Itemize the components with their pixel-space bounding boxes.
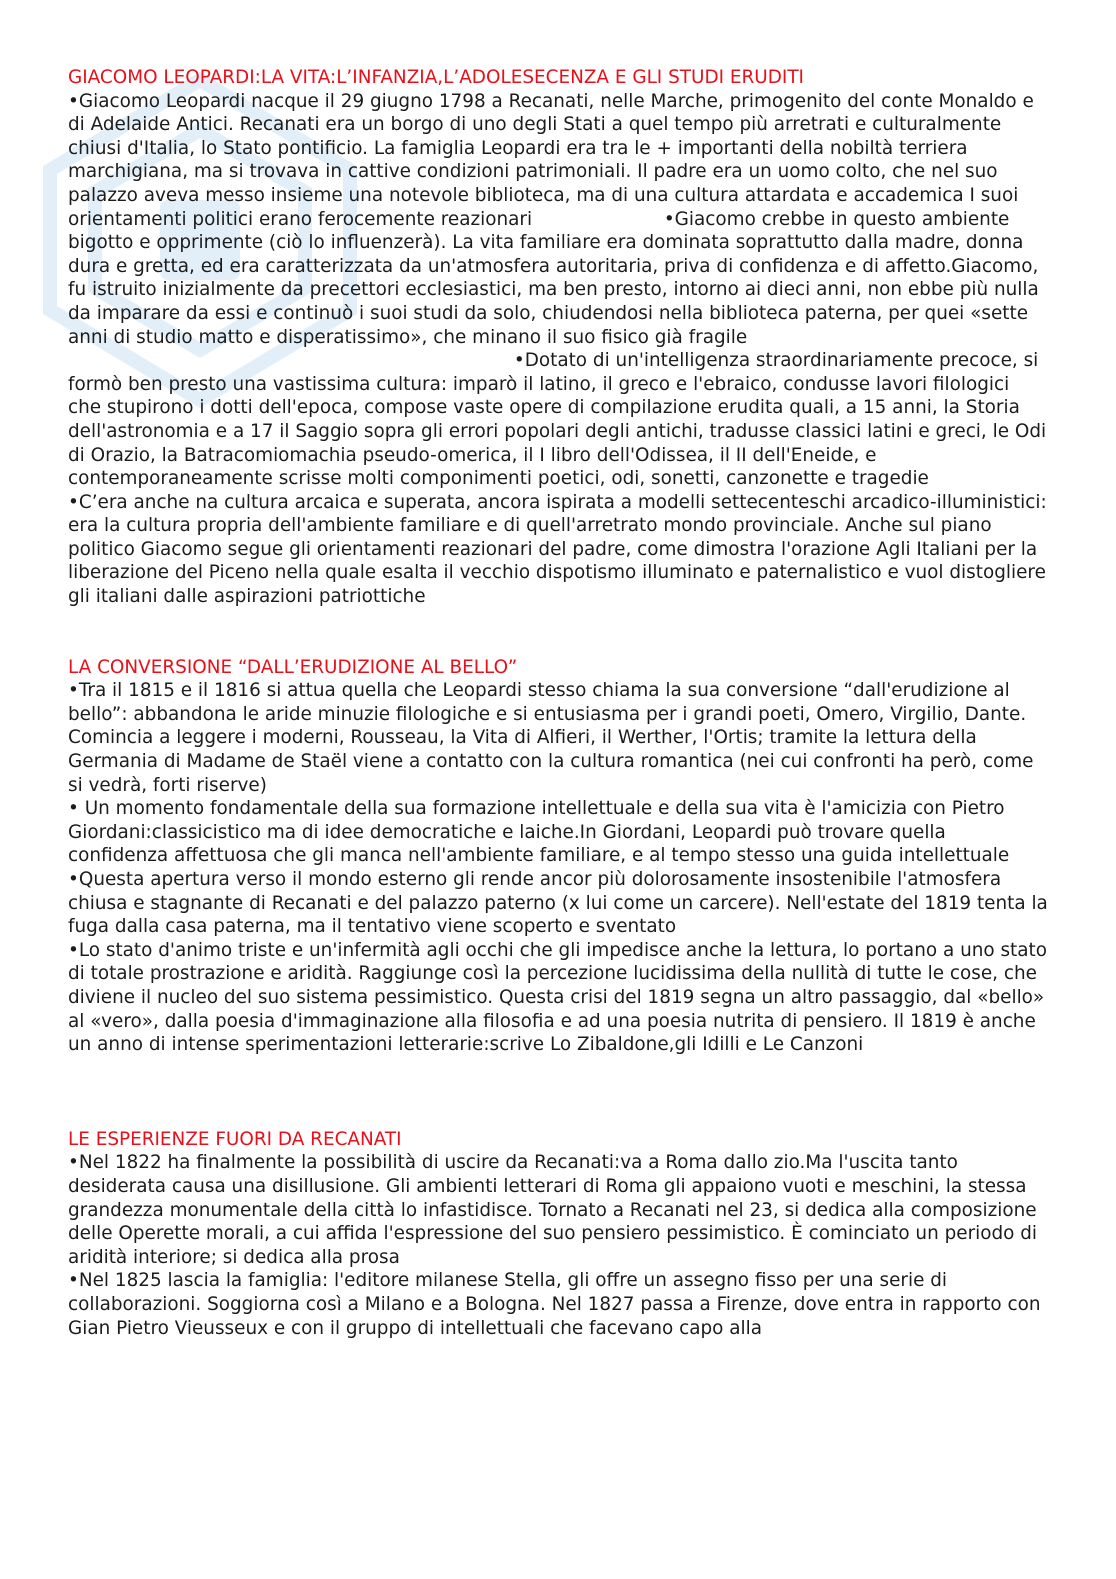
paragraph — [68, 90, 1048, 491]
section-conversione — [68, 656, 1048, 1057]
document-body — [68, 66, 1048, 1340]
paragraph: •Lo stato d'animo triste e un'infermità agli occhi che gli impedisce anche la lettura, lo portano a uno stato di totale prostrazione e aridità. Raggiunge così la percezione lucidissima della nullità di tutte le cose, che diviene il nucleo del suo sistema pessimistico. Questa crisi del 1819 segna un altro passaggio, dal «bello» al «vero», dalla poesia d'immaginazione alla filosofia e ad una poesia nutrita di pensiero. Il 1819 è anche un anno di intense sperimentazioni letterarie:scrive Lo Zibaldone,gli Idilli e Le Canzoni — [68, 939, 1048, 1056]
section-esperienze — [68, 1128, 1048, 1340]
section-title: GIACOMO LEOPARDI:LA VITA:L’INFANZIA,L’ADOLESECENZA E GLI STUDI ERUDITI — [68, 67, 804, 88]
paragraph: • Un momento fondamentale della sua formazione intellettuale e della sua vita è l'amicizia con Pietro Giordani:classicistico ma di idee democratiche e laiche.In Giordani, Leopardi può trovare quella confidenza affettuosa che gli manca nell'ambiente familiare, e al tempo stesso una guida intellettuale — [68, 798, 1010, 867]
paragraph: •C’era anche na cultura arcaica e superata, ancora ispirata a modelli settecenteschi arcadico-illuministici: era la cultura propria dell'ambiente familiare e di quell'arretrato mondo provinciale. Anche sul piano politico Giacomo segue gli orientamenti reazionari del padre, come dimostra l'orazione Agli Italiani per la liberazione del Piceno nella quale esalta il vecchio dispotismo illuminato e paternalistico e vuol distogliere gli italiani dalle aspirazioni patriottiche — [68, 491, 1047, 608]
section-gap — [68, 1057, 1048, 1128]
section-title: LE ESPERIENZE FUORI DA RECANATI — [68, 1128, 402, 1150]
paragraph-text: •Giacomo Leopardi nacque il 29 giugno 1798 a Recanati, nelle Marche, primogenito del conte Monaldo e di Adelaide Antici. Recanati era un borgo di uno degli Stati a quel tempo più arretrati e culturalmente chiusi d'Italia, lo Stato pontificio. La famiglia Leopardi era tra le + importanti della nobiltà terriera marchigiana, ma si trovava in cattive condizioni patrimoniali. Il padre era un uomo colto, che nel suo palazzo aveva messo insieme una notevole biblioteca, ma di una cultura attardata e accademica I suoi orientamenti politici erano ferocemente reazionari — [68, 90, 1034, 230]
paragraph: •Nel 1822 ha finalmente la possibilità di uscire da Recanati:va a Roma dallo zio.Ma l'uscita tanto desiderata causa una disillusione. Gli ambienti letterari di Roma gli appaiono vuoti e meschini, la stessa grandezza monumentale della città lo infastidisce. Tornato a Recanati nel 23, si dedica alla composizione delle Operette morali, a cui affida l'espressione del suo pensiero pessimistico. È cominciato un periodo di aridità interiore; si dedica alla prosa — [68, 1152, 1038, 1268]
section-gap — [68, 609, 1048, 656]
paragraph-text: •Giacomo crebbe in questo ambiente bigotto e opprimente (ciò lo influenzerà). La vita familiare era dominata soprattutto dalla madre, donna dura e gretta, ed era caratterizzata da un'atmosfera autoritaria, priva di confidenza e di affetto.Giacomo, fu istruito inizialmente da precettori ecclesiastici, ma ben presto, intorno ai dieci anni, non ebbe più nulla da imparare da essi e continuò i suoi studi da solo, chiudendosi nella biblioteca paterna, per quei «sette anni di studio matto e disperatissimo», che minano il suo fisico già fragile — [68, 208, 1039, 348]
paragraph: •Tra il 1815 e il 1816 si attua quella che Leopardi stesso chiama la sua conversione “dall'erudizione al bello”: abbandona le aride minuzie filologiche e si entusiasma per i grandi poeti, Omero, Virgilio, Dante. Comincia a leggere i moderni, Rousseau, la Vita di Alfieri, il Werther, l'Ortis; tramite la lettura della Germania di Madame de Staël viene a contatto con la cultura romantica (nei cui confronti ha però, come si vedrà, forti riserve) — [68, 680, 1034, 796]
paragraph-text: •Dotato di un'intelligenza straordinariamente precoce, si formò ben presto una vastissima cultura: imparò il latino, il greco e l'ebraico, condusse lavori filologici che stupirono i dotti dell'epoca, compose vaste opere di compilazione erudita quali, a 15 anni, la Storia dell'astronomia e a 17 il Saggio sopra gli errori popolari degli antichi, tradusse classici latini e greci, le Odi di Orazio, la Batracomiomachia pseudo-omerica, il I libro dell'Odissea, il II dell'Eneide, e contemporaneamente scrisse molti componimenti poetici, odi, sonetti, canzonette e tragedie — [68, 350, 1047, 490]
section-infanzia — [68, 66, 1048, 609]
paragraph: •Nel 1825 lascia la famiglia: l'editore milanese Stella, gli offre un assegno fisso per una serie di collaborazioni. Soggiorna così a Milano e a Bologna. Nel 1827 passa a Firenze, dove entra in rapporto con Gian Pietro Vieusseux e con il gruppo di intellettuali che facevano capo alla — [68, 1270, 1041, 1339]
section-title: LA CONVERSIONE “DALL’ERUDIZIONE AL BELLO” — [68, 656, 518, 678]
paragraph: •Questa apertura verso il mondo esterno gli rende ancor più dolorosamente insostenibile l'atmosfera chiusa e stagnante di Recanati e del palazzo paterno (x lui come un carcere). Nell'estate del 1819 tenta la fuga dalla casa paterna, ma il tentativo viene scoperto e sventato — [68, 869, 1048, 938]
